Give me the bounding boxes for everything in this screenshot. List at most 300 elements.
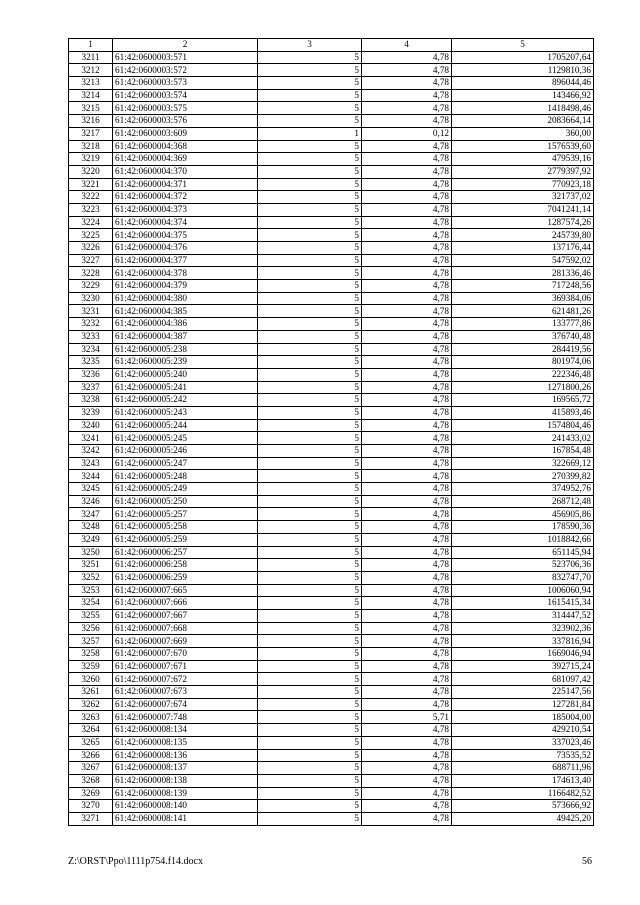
amount-cell: 896044,46 [452, 77, 594, 90]
amount-cell: 169565,72 [452, 394, 594, 407]
table-row [69, 724, 594, 737]
value-3-cell: 5 [258, 330, 362, 343]
row-number-cell: 3251 [69, 559, 113, 572]
row-number-cell: 3254 [69, 597, 113, 610]
row-number-cell: 3269 [69, 787, 113, 800]
table-header-row [69, 39, 594, 52]
amount-cell: 376740,48 [452, 330, 594, 343]
table-row [69, 673, 594, 686]
cadastral-number-cell: 61:42:0600006:258 [113, 559, 258, 572]
table-row [69, 622, 594, 635]
row-number-cell: 3234 [69, 343, 113, 356]
table-row [69, 470, 594, 483]
value-4-cell: 4,78 [362, 749, 452, 762]
value-4-cell: 4,78 [362, 673, 452, 686]
value-3-cell: 5 [258, 483, 362, 496]
cadastral-number-cell: 61:42:0600005:259 [113, 533, 258, 546]
amount-cell: 573666,92 [452, 800, 594, 813]
value-3-cell: 5 [258, 711, 362, 724]
table-row [69, 648, 594, 661]
cadastral-number-cell: 61:42:0600004:374 [113, 216, 258, 229]
value-4-cell: 4,78 [362, 330, 452, 343]
row-number-cell: 3249 [69, 533, 113, 546]
value-4-cell: 4,78 [362, 787, 452, 800]
table-row [69, 736, 594, 749]
value-3-cell: 5 [258, 216, 362, 229]
table-row [69, 305, 594, 318]
value-3-cell: 5 [258, 318, 362, 331]
value-4-cell: 4,78 [362, 102, 452, 115]
value-4-cell: 4,78 [362, 495, 452, 508]
amount-cell: 456905,86 [452, 508, 594, 521]
row-number-cell: 3231 [69, 305, 113, 318]
table-row [69, 343, 594, 356]
table-row [69, 432, 594, 445]
row-number-cell: 3213 [69, 77, 113, 90]
cadastral-number-cell: 61:42:0600004:375 [113, 229, 258, 242]
cadastral-number-cell: 61:42:0600003:575 [113, 102, 258, 115]
amount-cell: 651145,94 [452, 546, 594, 559]
row-number-cell: 3220 [69, 165, 113, 178]
amount-cell: 245739,80 [452, 229, 594, 242]
row-number-cell: 3211 [69, 51, 113, 64]
amount-cell: 360,00 [452, 127, 594, 140]
column-header-2: 2 [113, 39, 258, 52]
cadastral-number-cell: 61:42:0600005:249 [113, 483, 258, 496]
cadastral-number-cell: 61:42:0600007:667 [113, 609, 258, 622]
table-row [69, 533, 594, 546]
table-row [69, 267, 594, 280]
row-number-cell: 3230 [69, 292, 113, 305]
row-number-cell: 3263 [69, 711, 113, 724]
table-row [69, 762, 594, 775]
value-3-cell: 5 [258, 77, 362, 90]
amount-cell: 1018842,66 [452, 533, 594, 546]
row-number-cell: 3242 [69, 445, 113, 458]
table-row [69, 203, 594, 216]
row-number-cell: 3228 [69, 267, 113, 280]
table-row [69, 660, 594, 673]
table-row [69, 51, 594, 64]
cadastral-number-cell: 61:42:0600007:671 [113, 660, 258, 673]
table-row [69, 812, 594, 825]
amount-cell: 241433,02 [452, 432, 594, 445]
value-4-cell: 4,78 [362, 609, 452, 622]
value-4-cell: 4,78 [362, 153, 452, 166]
value-3-cell: 5 [258, 749, 362, 762]
value-3-cell: 5 [258, 229, 362, 242]
table-row [69, 292, 594, 305]
value-3-cell: 5 [258, 533, 362, 546]
table-row [69, 102, 594, 115]
amount-cell: 770923,18 [452, 178, 594, 191]
row-number-cell: 3246 [69, 495, 113, 508]
table-row [69, 254, 594, 267]
cadastral-number-cell: 61:42:0600003:609 [113, 127, 258, 140]
amount-cell: 1576539,60 [452, 140, 594, 153]
amount-cell: 717248,56 [452, 280, 594, 293]
amount-cell: 1166482,52 [452, 787, 594, 800]
cadastral-number-cell: 61:42:0600003:572 [113, 64, 258, 77]
cadastral-number-cell: 61:42:0600004:370 [113, 165, 258, 178]
value-3-cell: 5 [258, 203, 362, 216]
value-3-cell: 5 [258, 89, 362, 102]
cadastral-number-cell: 61:42:0600004:386 [113, 318, 258, 331]
value-4-cell: 4,78 [362, 178, 452, 191]
cadastral-number-cell: 61:42:0600004:387 [113, 330, 258, 343]
table-row [69, 280, 594, 293]
value-3-cell: 5 [258, 432, 362, 445]
amount-cell: 479539,16 [452, 153, 594, 166]
value-3-cell: 5 [258, 660, 362, 673]
amount-cell: 270399,82 [452, 470, 594, 483]
value-4-cell: 4,78 [362, 356, 452, 369]
table-row [69, 711, 594, 724]
cadastral-number-cell: 61:42:0600005:244 [113, 419, 258, 432]
amount-cell: 167854,48 [452, 445, 594, 458]
row-number-cell: 3241 [69, 432, 113, 445]
table-row [69, 153, 594, 166]
row-number-cell: 3256 [69, 622, 113, 635]
value-3-cell: 5 [258, 419, 362, 432]
value-3-cell: 5 [258, 292, 362, 305]
amount-cell: 523706,36 [452, 559, 594, 572]
table-row [69, 178, 594, 191]
table-row [69, 609, 594, 622]
row-number-cell: 3219 [69, 153, 113, 166]
table-row [69, 64, 594, 77]
value-3-cell: 5 [258, 774, 362, 787]
amount-cell: 1418498,46 [452, 102, 594, 115]
cadastral-number-cell: 61:42:0600005:241 [113, 381, 258, 394]
amount-cell: 688711,96 [452, 762, 594, 775]
value-3-cell: 5 [258, 356, 362, 369]
value-4-cell: 4,78 [362, 457, 452, 470]
cadastral-number-cell: 61:42:0600007:672 [113, 673, 258, 686]
value-3-cell: 5 [258, 635, 362, 648]
table-row [69, 216, 594, 229]
amount-cell: 369384,06 [452, 292, 594, 305]
row-number-cell: 3247 [69, 508, 113, 521]
value-3-cell: 5 [258, 673, 362, 686]
cadastral-number-cell: 61:42:0600008:136 [113, 749, 258, 762]
value-4-cell: 4,78 [362, 343, 452, 356]
value-4-cell: 4,78 [362, 267, 452, 280]
cadastral-number-cell: 61:42:0600008:138 [113, 774, 258, 787]
amount-cell: 314447,52 [452, 609, 594, 622]
value-3-cell: 5 [258, 51, 362, 64]
table-row [69, 140, 594, 153]
amount-cell: 137176,44 [452, 242, 594, 255]
value-4-cell: 4,78 [362, 381, 452, 394]
amount-cell: 547592,02 [452, 254, 594, 267]
cadastral-number-cell: 61:42:0600004:378 [113, 267, 258, 280]
amount-cell: 415893,46 [452, 406, 594, 419]
table-row [69, 635, 594, 648]
table-body [69, 51, 594, 825]
amount-cell: 222346,48 [452, 368, 594, 381]
value-4-cell: 4,78 [362, 89, 452, 102]
table-row [69, 229, 594, 242]
amount-cell: 801974,06 [452, 356, 594, 369]
column-header-5: 5 [452, 39, 594, 52]
row-number-cell: 3215 [69, 102, 113, 115]
row-number-cell: 3212 [69, 64, 113, 77]
row-number-cell: 3225 [69, 229, 113, 242]
cadastral-number-cell: 61:42:0600007:674 [113, 698, 258, 711]
table-row [69, 191, 594, 204]
cadastral-number-cell: 61:42:0600006:257 [113, 546, 258, 559]
cadastral-number-cell: 61:42:0600008:139 [113, 787, 258, 800]
value-4-cell: 4,78 [362, 812, 452, 825]
table-row [69, 546, 594, 559]
row-number-cell: 3253 [69, 584, 113, 597]
value-4-cell: 4,78 [362, 597, 452, 610]
amount-cell: 174613,40 [452, 774, 594, 787]
row-number-cell: 3267 [69, 762, 113, 775]
value-4-cell: 4,78 [362, 419, 452, 432]
value-4-cell: 4,78 [362, 559, 452, 572]
value-4-cell: 4,78 [362, 546, 452, 559]
value-3-cell: 1 [258, 127, 362, 140]
table-row [69, 495, 594, 508]
value-4-cell: 4,78 [362, 64, 452, 77]
value-4-cell: 4,78 [362, 736, 452, 749]
cadastral-number-cell: 61:42:0600004:369 [113, 153, 258, 166]
value-3-cell: 5 [258, 686, 362, 699]
cadastral-number-cell: 61:42:0600008:140 [113, 800, 258, 813]
value-4-cell: 4,78 [362, 254, 452, 267]
table-row [69, 115, 594, 128]
value-4-cell: 4,78 [362, 724, 452, 737]
table-row [69, 89, 594, 102]
amount-cell: 321737,02 [452, 191, 594, 204]
table-row [69, 394, 594, 407]
cadastral-number-cell: 61:42:0600005:243 [113, 406, 258, 419]
amount-cell: 1271800,26 [452, 381, 594, 394]
value-3-cell: 5 [258, 394, 362, 407]
table-row [69, 698, 594, 711]
cadastral-number-cell: 61:42:0600005:245 [113, 432, 258, 445]
cadastral-number-cell: 61:42:0600005:250 [113, 495, 258, 508]
row-number-cell: 3258 [69, 648, 113, 661]
value-3-cell: 5 [258, 64, 362, 77]
value-3-cell: 5 [258, 584, 362, 597]
amount-cell: 2083664,14 [452, 115, 594, 128]
row-number-cell: 3233 [69, 330, 113, 343]
value-3-cell: 5 [258, 343, 362, 356]
table-row [69, 242, 594, 255]
value-4-cell: 4,78 [362, 800, 452, 813]
cadastral-number-cell: 61:42:0600004:368 [113, 140, 258, 153]
value-3-cell: 5 [258, 571, 362, 584]
cadastral-number-cell: 61:42:0600007:665 [113, 584, 258, 597]
row-number-cell: 3265 [69, 736, 113, 749]
column-header-1: 1 [69, 39, 113, 52]
table-row [69, 368, 594, 381]
value-4-cell: 4,78 [362, 77, 452, 90]
row-number-cell: 3235 [69, 356, 113, 369]
value-4-cell: 4,78 [362, 635, 452, 648]
row-number-cell: 3264 [69, 724, 113, 737]
amount-cell: 1006060,94 [452, 584, 594, 597]
cadastral-number-cell: 61:42:0600003:574 [113, 89, 258, 102]
cadastral-number-cell: 61:42:0600004:380 [113, 292, 258, 305]
cadastral-number-cell: 61:42:0600004:376 [113, 242, 258, 255]
cadastral-number-cell: 61:42:0600008:141 [113, 812, 258, 825]
value-3-cell: 5 [258, 140, 362, 153]
value-4-cell: 4,78 [362, 318, 452, 331]
value-4-cell: 4,78 [362, 445, 452, 458]
row-number-cell: 3257 [69, 635, 113, 648]
table-row [69, 457, 594, 470]
cadastral-number-cell: 61:42:0600008:135 [113, 736, 258, 749]
value-3-cell: 5 [258, 242, 362, 255]
amount-cell: 185004,00 [452, 711, 594, 724]
table-row [69, 330, 594, 343]
row-number-cell: 3248 [69, 521, 113, 534]
value-4-cell: 4,78 [362, 762, 452, 775]
value-3-cell: 5 [258, 165, 362, 178]
row-number-cell: 3239 [69, 406, 113, 419]
cadastral-number-cell: 61:42:0600004:379 [113, 280, 258, 293]
row-number-cell: 3250 [69, 546, 113, 559]
value-4-cell: 4,78 [362, 686, 452, 699]
table-row [69, 445, 594, 458]
row-number-cell: 3268 [69, 774, 113, 787]
amount-cell: 225147,56 [452, 686, 594, 699]
cadastral-number-cell: 61:42:0600003:576 [113, 115, 258, 128]
cadastral-number-cell: 61:42:0600004:385 [113, 305, 258, 318]
table-row [69, 483, 594, 496]
table-row [69, 318, 594, 331]
cadastral-number-cell: 61:42:0600007:666 [113, 597, 258, 610]
value-4-cell: 4,78 [362, 140, 452, 153]
value-3-cell: 5 [258, 724, 362, 737]
value-3-cell: 5 [258, 521, 362, 534]
table-row [69, 521, 594, 534]
row-number-cell: 3237 [69, 381, 113, 394]
value-4-cell: 4,78 [362, 292, 452, 305]
value-4-cell: 4,78 [362, 521, 452, 534]
value-3-cell: 5 [258, 280, 362, 293]
row-number-cell: 3243 [69, 457, 113, 470]
value-4-cell: 4,78 [362, 533, 452, 546]
value-3-cell: 5 [258, 457, 362, 470]
value-3-cell: 5 [258, 191, 362, 204]
row-number-cell: 3226 [69, 242, 113, 255]
value-4-cell: 4,78 [362, 280, 452, 293]
value-3-cell: 5 [258, 267, 362, 280]
row-number-cell: 3266 [69, 749, 113, 762]
value-3-cell: 5 [258, 495, 362, 508]
cadastral-number-cell: 61:42:0600004:372 [113, 191, 258, 204]
value-3-cell: 5 [258, 622, 362, 635]
value-4-cell: 4,78 [362, 305, 452, 318]
value-3-cell: 5 [258, 736, 362, 749]
table-row [69, 584, 594, 597]
amount-cell: 374952,76 [452, 483, 594, 496]
cadastral-number-cell: 61:42:0600004:373 [113, 203, 258, 216]
value-3-cell: 5 [258, 102, 362, 115]
row-number-cell: 3229 [69, 280, 113, 293]
amount-cell: 832747,70 [452, 571, 594, 584]
amount-cell: 392715,24 [452, 660, 594, 673]
cadastral-number-cell: 61:42:0600003:571 [113, 51, 258, 64]
amount-cell: 1574804,46 [452, 419, 594, 432]
amount-cell: 323902,36 [452, 622, 594, 635]
cadastral-number-cell: 61:42:0600005:248 [113, 470, 258, 483]
value-4-cell: 4,78 [362, 483, 452, 496]
value-3-cell: 5 [258, 559, 362, 572]
row-number-cell: 3260 [69, 673, 113, 686]
table-row [69, 77, 594, 90]
value-4-cell: 4,78 [362, 622, 452, 635]
table-row [69, 597, 594, 610]
cadastral-number-cell: 61:42:0600007:670 [113, 648, 258, 661]
table-row [69, 800, 594, 813]
value-3-cell: 5 [258, 609, 362, 622]
value-3-cell: 5 [258, 305, 362, 318]
amount-cell: 127281,84 [452, 698, 594, 711]
amount-cell: 284419,56 [452, 343, 594, 356]
table-row [69, 787, 594, 800]
row-number-cell: 3227 [69, 254, 113, 267]
value-3-cell: 5 [258, 368, 362, 381]
row-number-cell: 3223 [69, 203, 113, 216]
table-row [69, 749, 594, 762]
value-4-cell: 4,78 [362, 508, 452, 521]
value-4-cell: 0,12 [362, 127, 452, 140]
cadastral-number-cell: 61:42:0600007:748 [113, 711, 258, 724]
cadastral-number-cell: 61:42:0600008:134 [113, 724, 258, 737]
column-header-4: 4 [362, 39, 452, 52]
value-3-cell: 5 [258, 445, 362, 458]
value-4-cell: 4,78 [362, 203, 452, 216]
amount-cell: 2779397,92 [452, 165, 594, 178]
table-row [69, 571, 594, 584]
value-3-cell: 5 [258, 470, 362, 483]
cadastral-number-cell: 61:42:0600007:673 [113, 686, 258, 699]
row-number-cell: 3244 [69, 470, 113, 483]
amount-cell: 337816,94 [452, 635, 594, 648]
row-number-cell: 3218 [69, 140, 113, 153]
amount-cell: 1705207,64 [452, 51, 594, 64]
table-row [69, 559, 594, 572]
table-row [69, 356, 594, 369]
value-4-cell: 4,78 [362, 191, 452, 204]
cadastral-number-cell: 61:42:0600007:668 [113, 622, 258, 635]
cadastral-number-cell: 61:42:0600008:137 [113, 762, 258, 775]
row-number-cell: 3259 [69, 660, 113, 673]
cadastral-number-cell: 61:42:0600005:258 [113, 521, 258, 534]
value-3-cell: 5 [258, 762, 362, 775]
value-3-cell: 5 [258, 254, 362, 267]
value-4-cell: 4,78 [362, 229, 452, 242]
row-number-cell: 3216 [69, 115, 113, 128]
value-4-cell: 4,78 [362, 571, 452, 584]
column-header-3: 3 [258, 39, 362, 52]
amount-cell: 281336,46 [452, 267, 594, 280]
cadastral-number-cell: 61:42:0600005:246 [113, 445, 258, 458]
value-4-cell: 4,78 [362, 216, 452, 229]
row-number-cell: 3240 [69, 419, 113, 432]
row-number-cell: 3262 [69, 698, 113, 711]
table-row [69, 165, 594, 178]
row-number-cell: 3252 [69, 571, 113, 584]
table-row [69, 406, 594, 419]
value-3-cell: 5 [258, 648, 362, 661]
